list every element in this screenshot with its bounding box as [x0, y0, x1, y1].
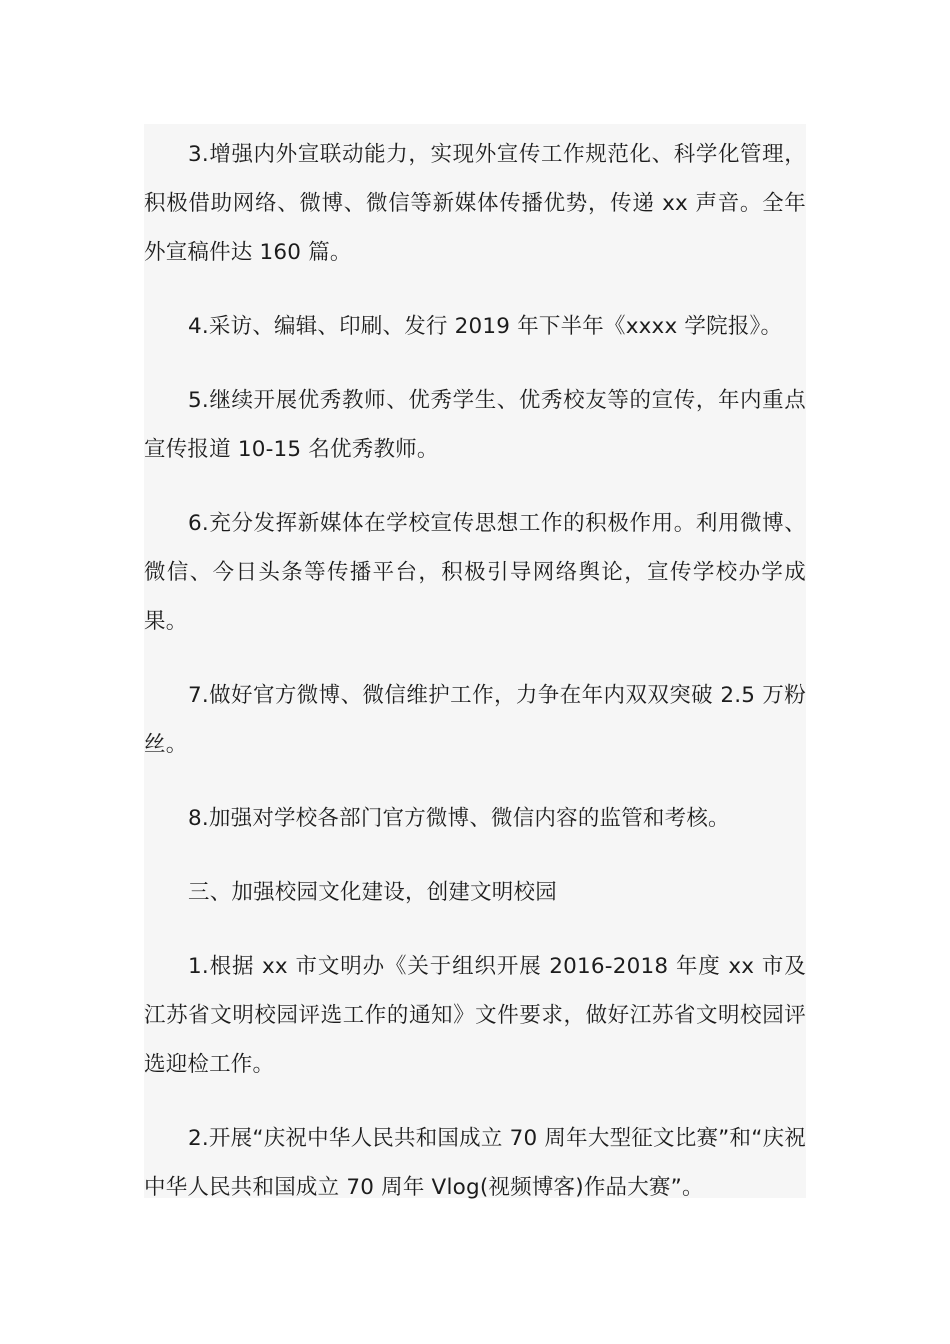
paragraph-item-1: 1.根据 xx 市文明办《关于组织开展 2016-2018 年度 xx 市及江苏省文明校园评选工作的通知》文件要求，做好江苏省文明校园评选迎检工作。 — [144, 954, 806, 1077]
paragraph-item-5: 5.继续开展优秀教师、优秀学生、优秀校友等的宣传，年内重点宣传报道 10-15 名优秀教师。 — [144, 388, 806, 462]
paragraph-item-6: 6.充分发挥新媒体在学校宣传思想工作的积极作用。利用微博、微信、今日头条等传播平台，积极引导网络舆论，宣传学校办学成果。 — [144, 511, 806, 634]
paragraph-item-4: 4.采访、编辑、印刷、发行 2019 年下半年《xxxx 学院报》。 — [188, 314, 783, 339]
paragraph-item-8: 8.加强对学校各部门官方微博、微信内容的监管和考核。 — [188, 806, 730, 831]
document-page — [144, 124, 806, 1198]
paragraph-item-3: 3.增强内外宣联动能力，实现外宣传工作规范化、科学化管理，积极借助网络、微博、微信等新媒体传播优势，传递 xx 声音。全年外宣稿件达 160 篇。 — [144, 142, 806, 265]
section-heading: 三、加强校园文化建设，创建文明校园 — [188, 880, 557, 905]
paragraph-item-7: 7.做好官方微博、微信维护工作，力争在年内双双突破 2.5 万粉丝。 — [144, 683, 806, 757]
document-body — [144, 130, 806, 1237]
paragraph-item-2: 2.开展“庆祝中华人民共和国成立 70 周年大型征文比赛”和“庆祝中华人民共和国成立 70 周年 Vlog(视频博客)作品大赛”。 — [144, 1126, 806, 1200]
